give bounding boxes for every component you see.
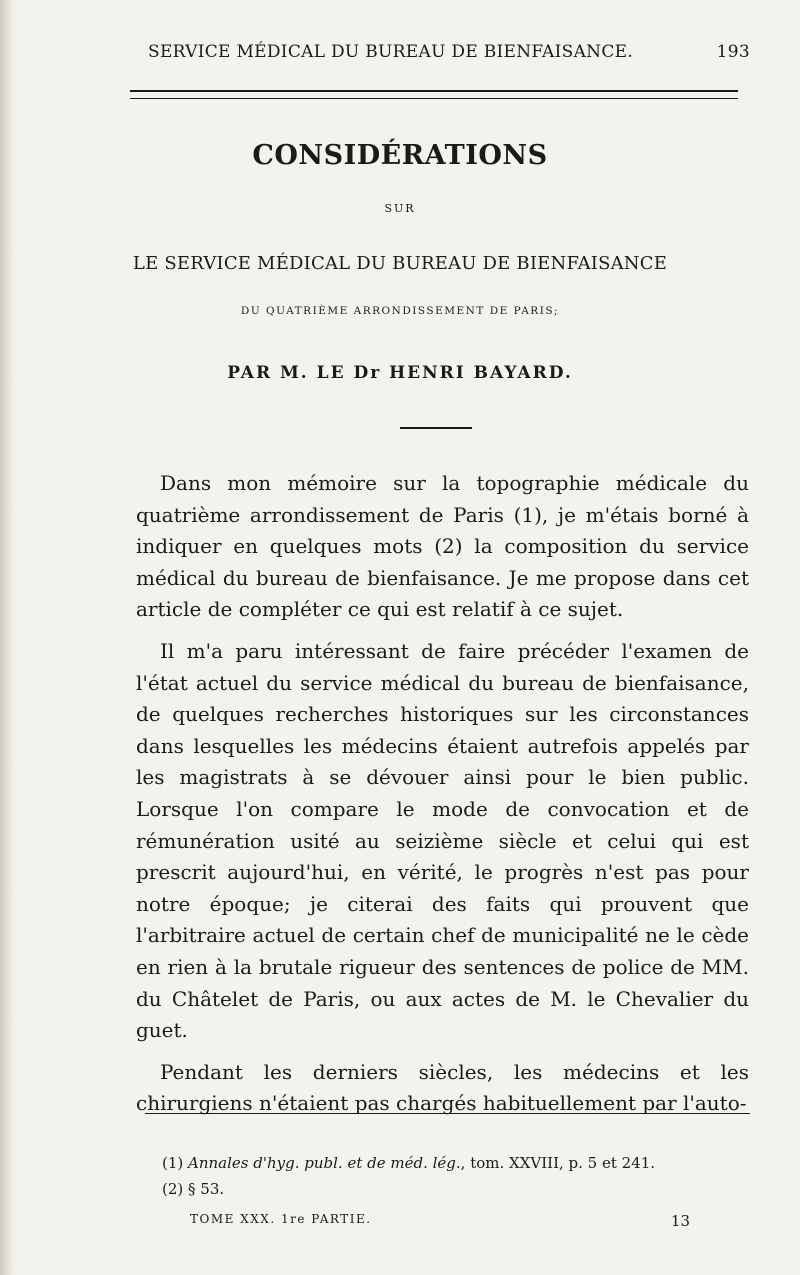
volume-part-label: TOME XXX. 1re PARTIE. — [190, 1212, 372, 1226]
footnotes — [162, 1150, 757, 1202]
signature-mark: 13 — [670, 1212, 690, 1230]
page-number: 193 — [716, 42, 750, 62]
header-double-rule — [130, 90, 738, 99]
article-subject: LE SERVICE MÉDICAL DU BUREAU DE BIENFAISANCE — [132, 253, 668, 274]
paragraph: Il m'a paru intéressant de faire précéder l'examen de l'état actuel du service médical du bureau de bienfaisance, de quelques recherches historiques sur les circonstances dans lesquelles les médecins étaient autrefois appelés par les magistrats à se dévouer ainsi pour le bien public. Lorsque l'on compare le mode de convocation et de rémunération usité au seizième siècle et celui qui est prescrit aujourd'hui, en vérité, le progrès n'est pas pour notre époque; je citerai des faits qui prouvent que l'arbitraire actuel de certain chef de municipalité ne le cède en rien à la brutale rigueur des sentences de police de MM. du Châtelet de Paris, ou aux actes de M. le Chevalier du guet. — [136, 638, 749, 1043]
footnote-1-source: Annales d'hyg. publ. et de méd. lég. — [188, 1154, 461, 1172]
running-head-title: SERVICE MÉDICAL DU BUREAU DE BIENFAISANCE. — [148, 42, 634, 62]
footnote-2: (2) § 53. — [162, 1180, 225, 1198]
footnote-1-reference: , tom. XXVIII, p. 5 et 241. — [460, 1154, 656, 1172]
paragraph: Pendant les derniers siècles, les médecins et les chirurgiens n'étaient pas chargés habituellement par l'auto- — [136, 1059, 749, 1116]
article-author: PAR M. LE Dr HENRI BAYARD. — [227, 363, 573, 383]
paragraph: Dans mon mémoire sur la topographie médicale du quatrième arrondissement de Paris (1), je m'étais borné à indiquer en quelques mots (2) la composition du service médical du bureau de bienfaisance. Je me propose dans cet article de compléter ce qui est relatif à ce sujet. — [136, 471, 749, 622]
article-body — [136, 468, 749, 1130]
footnote-1 — [162, 1150, 757, 1176]
footnote-rule — [145, 1113, 750, 1114]
footnote-1-number: (1) — [162, 1154, 184, 1172]
title-separator-rule — [400, 427, 472, 429]
page-fold-shadow — [0, 0, 14, 1275]
article-sur: SUR — [384, 202, 416, 215]
article-title: CONSIDÉRATIONS — [252, 140, 548, 171]
article-district: DU QUATRIÈME ARRONDISSEMENT DE PARIS; — [240, 305, 560, 317]
